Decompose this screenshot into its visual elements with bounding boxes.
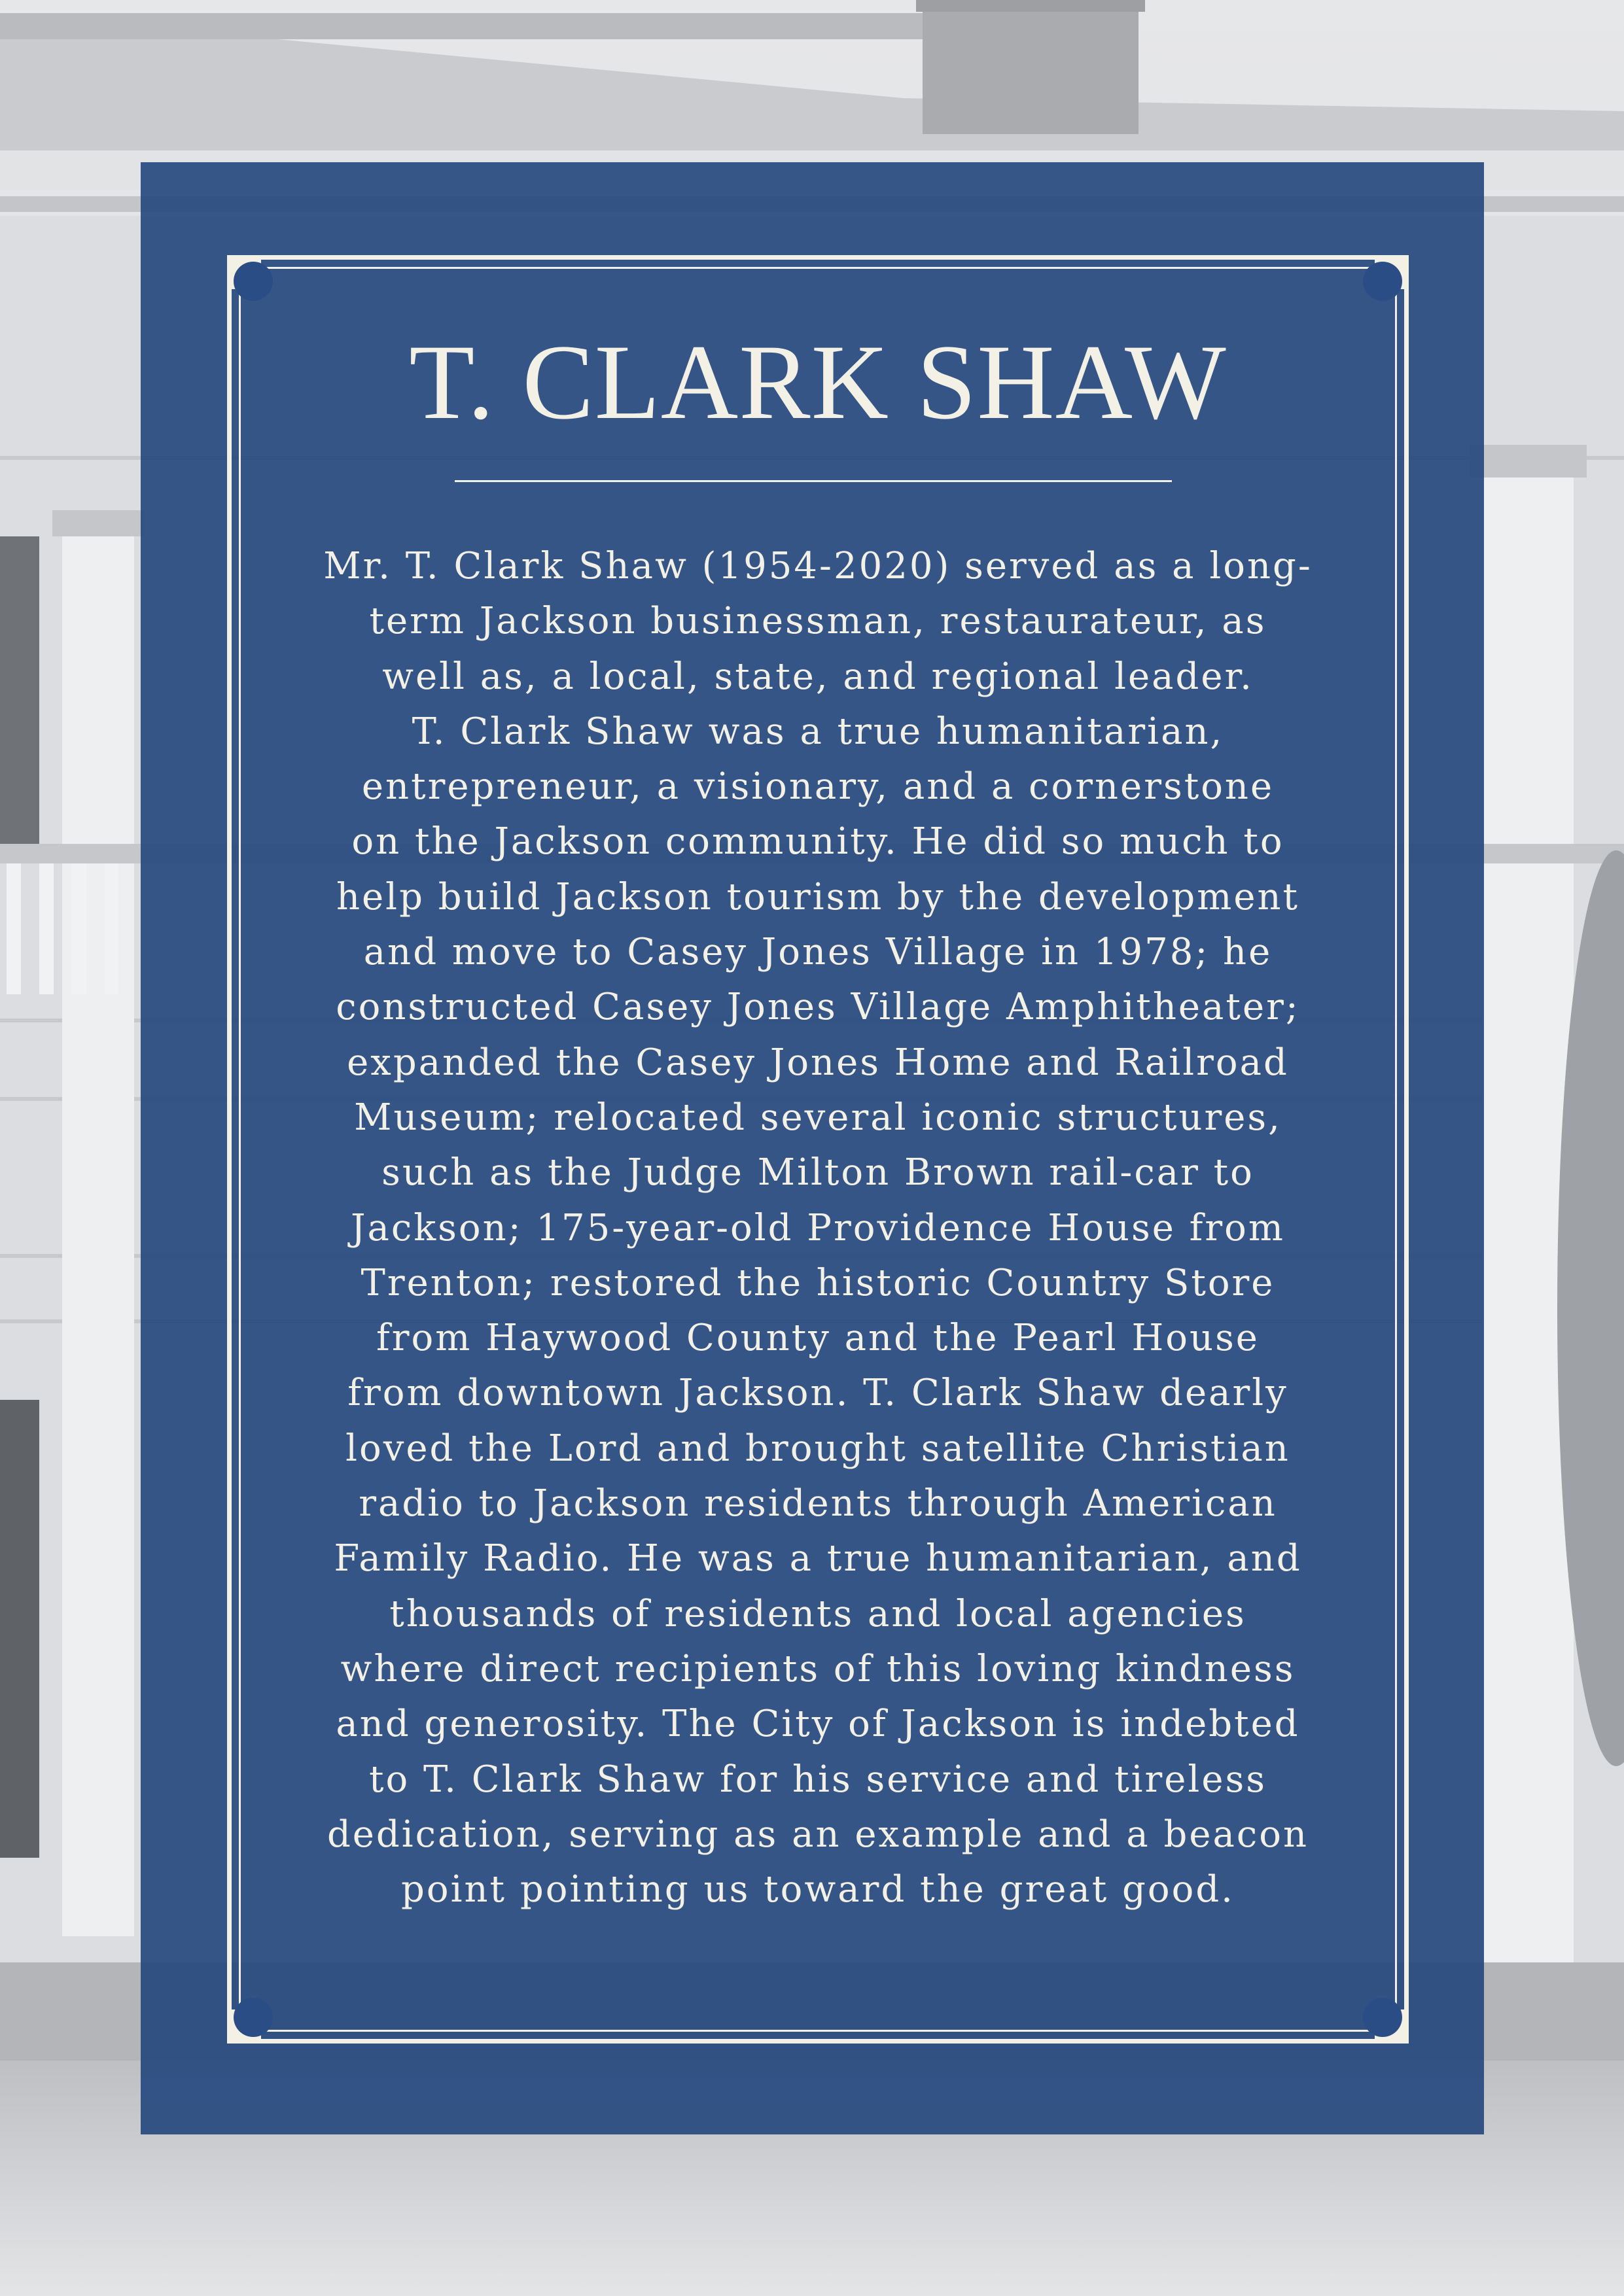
body-line: expanded the Casey Jones Home and Railroad [347, 1041, 1289, 1084]
corner-ornament-icon [227, 2009, 261, 2044]
corner-ornament-icon [1375, 2009, 1409, 2044]
body-line: T. Clark Shaw was a true humanitarian, [412, 710, 1224, 753]
body-line: point pointing us toward the great good. [401, 1868, 1235, 1911]
corner-ornament-icon [227, 255, 261, 289]
body-line: dedication, serving as an example and a beacon [327, 1813, 1309, 1856]
body-line: such as the Judge Milton Brown rail-car to [381, 1151, 1254, 1194]
body-line: radio to Jackson residents through American [359, 1482, 1277, 1525]
body-line: help build Jackson tourism by the development [336, 875, 1300, 918]
body-line: thousands of residents and local agencies [389, 1592, 1246, 1635]
body-line: where direct recipients of this loving kindness [340, 1647, 1296, 1690]
body-line: on the Jackson community. He did so much to [351, 820, 1284, 863]
body-line: from Haywood County and the Pearl House [376, 1317, 1260, 1360]
memorial-body-text [288, 539, 1348, 1917]
body-line: Family Radio. He was a true humanitarian, and [334, 1537, 1302, 1580]
corner-ornament-icon [1375, 255, 1409, 289]
body-line: term Jackson businessman, restaurateur, as [369, 600, 1267, 643]
body-line: well as, a local, state, and regional leader. [382, 655, 1254, 698]
body-line: Museum; relocated several iconic structures, [354, 1096, 1282, 1139]
body-line: Mr. T. Clark Shaw (1954-2020) served as a long- [323, 545, 1313, 587]
body-line: from downtown Jackson. T. Clark Shaw dearly [347, 1372, 1288, 1415]
title-divider [455, 480, 1172, 482]
body-line: and generosity. The City of Jackson is indebted [336, 1703, 1300, 1746]
body-line: constructed Casey Jones Village Amphitheater; [336, 986, 1300, 1029]
body-line: entrepreneur, a visionary, and a cornerstone [361, 765, 1275, 809]
memorial-title: T. CLARK SHAW [409, 323, 1227, 442]
body-line: to T. Clark Shaw for his service and tireless [369, 1758, 1267, 1801]
body-line: Jackson; 175-year-old Providence House from [351, 1206, 1285, 1249]
body-line: and move to Casey Jones Village in 1978; he [363, 931, 1273, 974]
body-line: Trenton; restored the historic Country Store [361, 1261, 1275, 1304]
body-line: loved the Lord and brought satellite Christian [345, 1427, 1290, 1470]
